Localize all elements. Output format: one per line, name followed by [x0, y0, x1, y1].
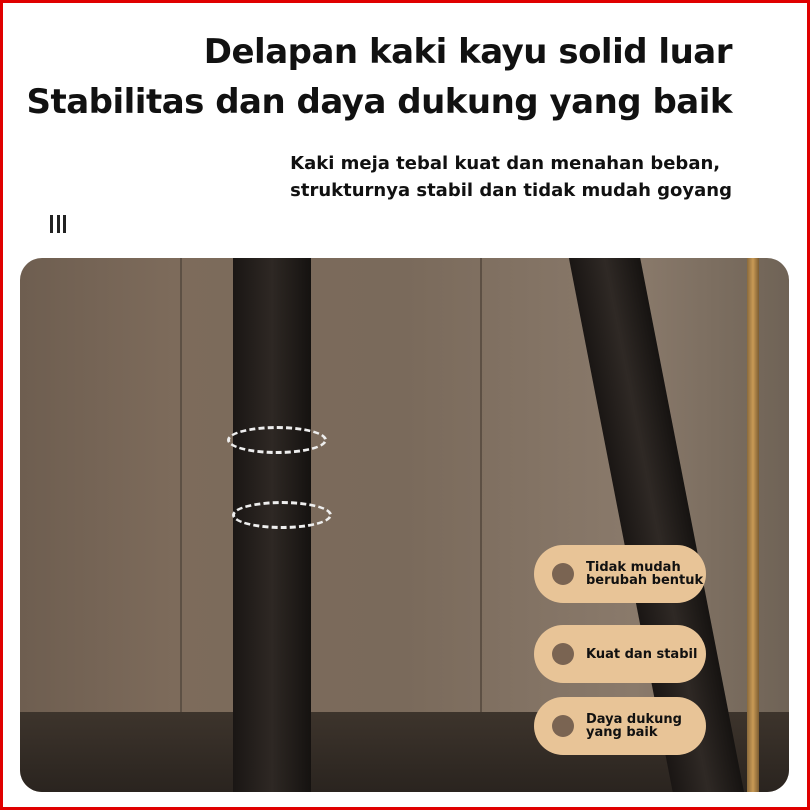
- feature-text: Tidak mudah: [586, 560, 681, 575]
- dashed-ring-marker: [227, 426, 327, 454]
- feature-badge: [534, 545, 706, 603]
- feature-text: yang baik: [586, 725, 658, 740]
- headline-line2: Stabilitas dan daya dukung yang baik: [26, 82, 732, 122]
- subtitle: [290, 150, 732, 204]
- feature-text: berubah bentuk: [586, 573, 704, 588]
- headline-line1: Delapan kaki kayu solid luar: [203, 32, 732, 72]
- feature-badge: [534, 697, 706, 755]
- feature-text: Kuat dan stabil: [586, 646, 698, 662]
- decorative-bars-icon: [50, 215, 66, 233]
- gold-trim: [747, 258, 759, 792]
- bullet-icon: [552, 563, 574, 585]
- dashed-ring-marker: [232, 501, 332, 529]
- subtitle-line1: Kaki meja tebal kuat dan menahan beban,: [290, 153, 721, 174]
- feature-badge: [534, 625, 706, 683]
- bullet-icon: [552, 643, 574, 665]
- product-photo: [20, 258, 789, 792]
- subtitle-line2: strukturnya stabil dan tidak mudah goyang: [290, 180, 732, 201]
- bullet-icon: [552, 715, 574, 737]
- feature-text: Daya dukung: [586, 712, 682, 727]
